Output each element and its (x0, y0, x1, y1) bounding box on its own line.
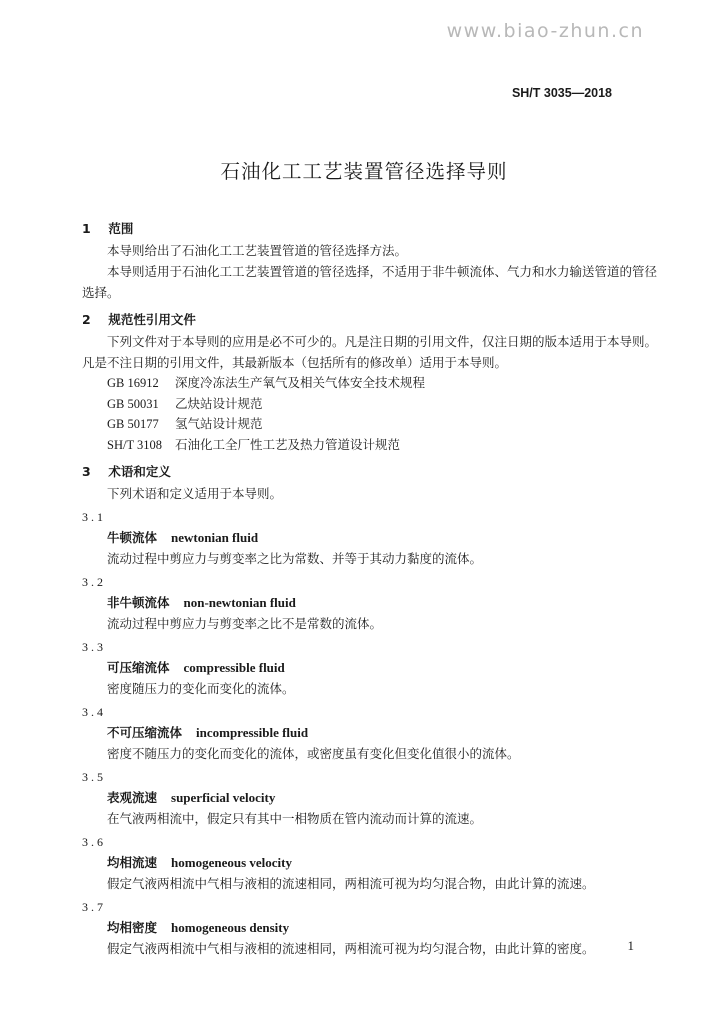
term-number: 3.5 (82, 770, 106, 784)
section-number: 3 (82, 464, 91, 479)
term-en: incompressible fluid (196, 725, 309, 740)
paragraph: 下列术语和定义适用于本导则。 (107, 486, 283, 501)
paragraph: 本导则适用于石油化工工艺装置管道的管径选择，不适用于非牛顿流体、气力和水力输送管道的管径选择。 (82, 264, 658, 300)
reference-title: 石油化工全厂性工艺及热力管道设计规范 (174, 436, 400, 452)
term-entry (82, 507, 662, 569)
term-entry (82, 832, 662, 894)
reference-item (82, 394, 662, 415)
term-entry (82, 637, 662, 699)
term-definition: 流动过程中剪应力与剪变率之比不是常数的流体。 (107, 616, 383, 631)
term-number: 3.4 (82, 705, 106, 719)
term-number: 3.6 (82, 835, 106, 849)
document-page (20, 6, 708, 1016)
term-entry (82, 572, 662, 634)
section-title: 术语和定义 (108, 464, 171, 479)
section-heading (82, 309, 662, 331)
term-number: 3.2 (82, 575, 106, 589)
standard-code: SH/T 3035—2018 (511, 86, 612, 100)
term-heading (82, 852, 662, 873)
term-zh: 均相流速 (107, 855, 158, 870)
term-zh: 牛顿流体 (107, 530, 158, 545)
watermark-text: www.biao-zhun.cn (446, 20, 644, 42)
term-definition: 假定气液两相流中气相与液相的流速相同，两相流可视为均匀混合物，由此计算的流速。 (107, 876, 595, 891)
term-en: compressible fluid (183, 660, 285, 675)
section-normative-references (82, 309, 662, 455)
section-title: 范围 (108, 221, 134, 236)
term-heading (82, 917, 662, 938)
section-heading (82, 218, 662, 240)
paragraph: 本导则给出了石油化工工艺装置管道的管径选择方法。 (107, 243, 408, 258)
term-number: 3.7 (82, 900, 106, 914)
reference-item (82, 435, 662, 456)
section-title: 规范性引用文件 (108, 312, 196, 327)
term-zh: 不可压缩流体 (107, 725, 183, 740)
page-title: 石油化工工艺装置管径选择导则 (220, 160, 508, 183)
reference-item (82, 373, 662, 394)
term-en: homogeneous density (171, 920, 290, 935)
reference-title: 深度冷冻法生产氧气及相关气体安全技术规程 (174, 375, 425, 390)
reference-title: 乙炔站设计规范 (174, 395, 263, 411)
section-number: 2 (82, 312, 91, 327)
term-definition: 假定气液两相流中气相与液相的流速相同，两相流可视为均匀混合物，由此计算的密度。 (107, 941, 595, 956)
term-entry (82, 897, 662, 959)
document-body (82, 212, 662, 959)
term-en: non-newtonian fluid (183, 595, 296, 610)
term-definition: 密度不随压力的变化而变化的流体，或密度虽有变化但变化值很小的流体。 (107, 746, 520, 761)
reference-code: GB 50031 (107, 396, 159, 411)
section-scope (82, 218, 662, 303)
term-zh: 均相密度 (107, 920, 158, 935)
term-heading (82, 592, 662, 613)
reference-title: 氢气站设计规范 (174, 416, 263, 431)
term-definition: 密度随压力的变化而变化的流体。 (107, 681, 295, 696)
reference-item (82, 414, 662, 435)
term-heading (82, 527, 662, 548)
section-terms-definitions (82, 461, 662, 959)
term-zh: 表观流速 (107, 790, 158, 805)
term-en: homogeneous velocity (171, 855, 292, 870)
term-heading (82, 722, 662, 743)
term-entry (82, 702, 662, 764)
term-definition: 流动过程中剪应力与剪变率之比为常数、并等于其动力黏度的流体。 (107, 551, 483, 566)
term-entry (82, 767, 662, 829)
section-number: 1 (82, 221, 91, 236)
term-zh: 可压缩流体 (107, 660, 170, 675)
reference-code: GB 16912 (107, 376, 159, 390)
page-number: 1 (627, 938, 634, 953)
term-number: 3.1 (82, 510, 106, 524)
term-en: superficial velocity (171, 790, 276, 805)
term-definition: 在气液两相流中，假定只有其中一相物质在管内流动而计算的流速。 (107, 811, 483, 826)
paragraph: 下列文件对于本导则的应用是必不可少的。凡是注日期的引用文件，仅注日期的版本适用于本导则。凡是不注日期的引用文件，其最新版本（包括所有的修改单）适用于本导则。 (82, 334, 658, 370)
term-heading (82, 787, 662, 808)
term-number: 3.3 (82, 640, 106, 654)
section-heading (82, 461, 662, 483)
term-heading (82, 657, 662, 678)
term-zh: 非牛顿流体 (107, 595, 170, 610)
reference-code: SH/T 3108 (107, 437, 162, 452)
reference-code: GB 50177 (107, 417, 159, 431)
term-en: newtonian fluid (171, 530, 259, 545)
